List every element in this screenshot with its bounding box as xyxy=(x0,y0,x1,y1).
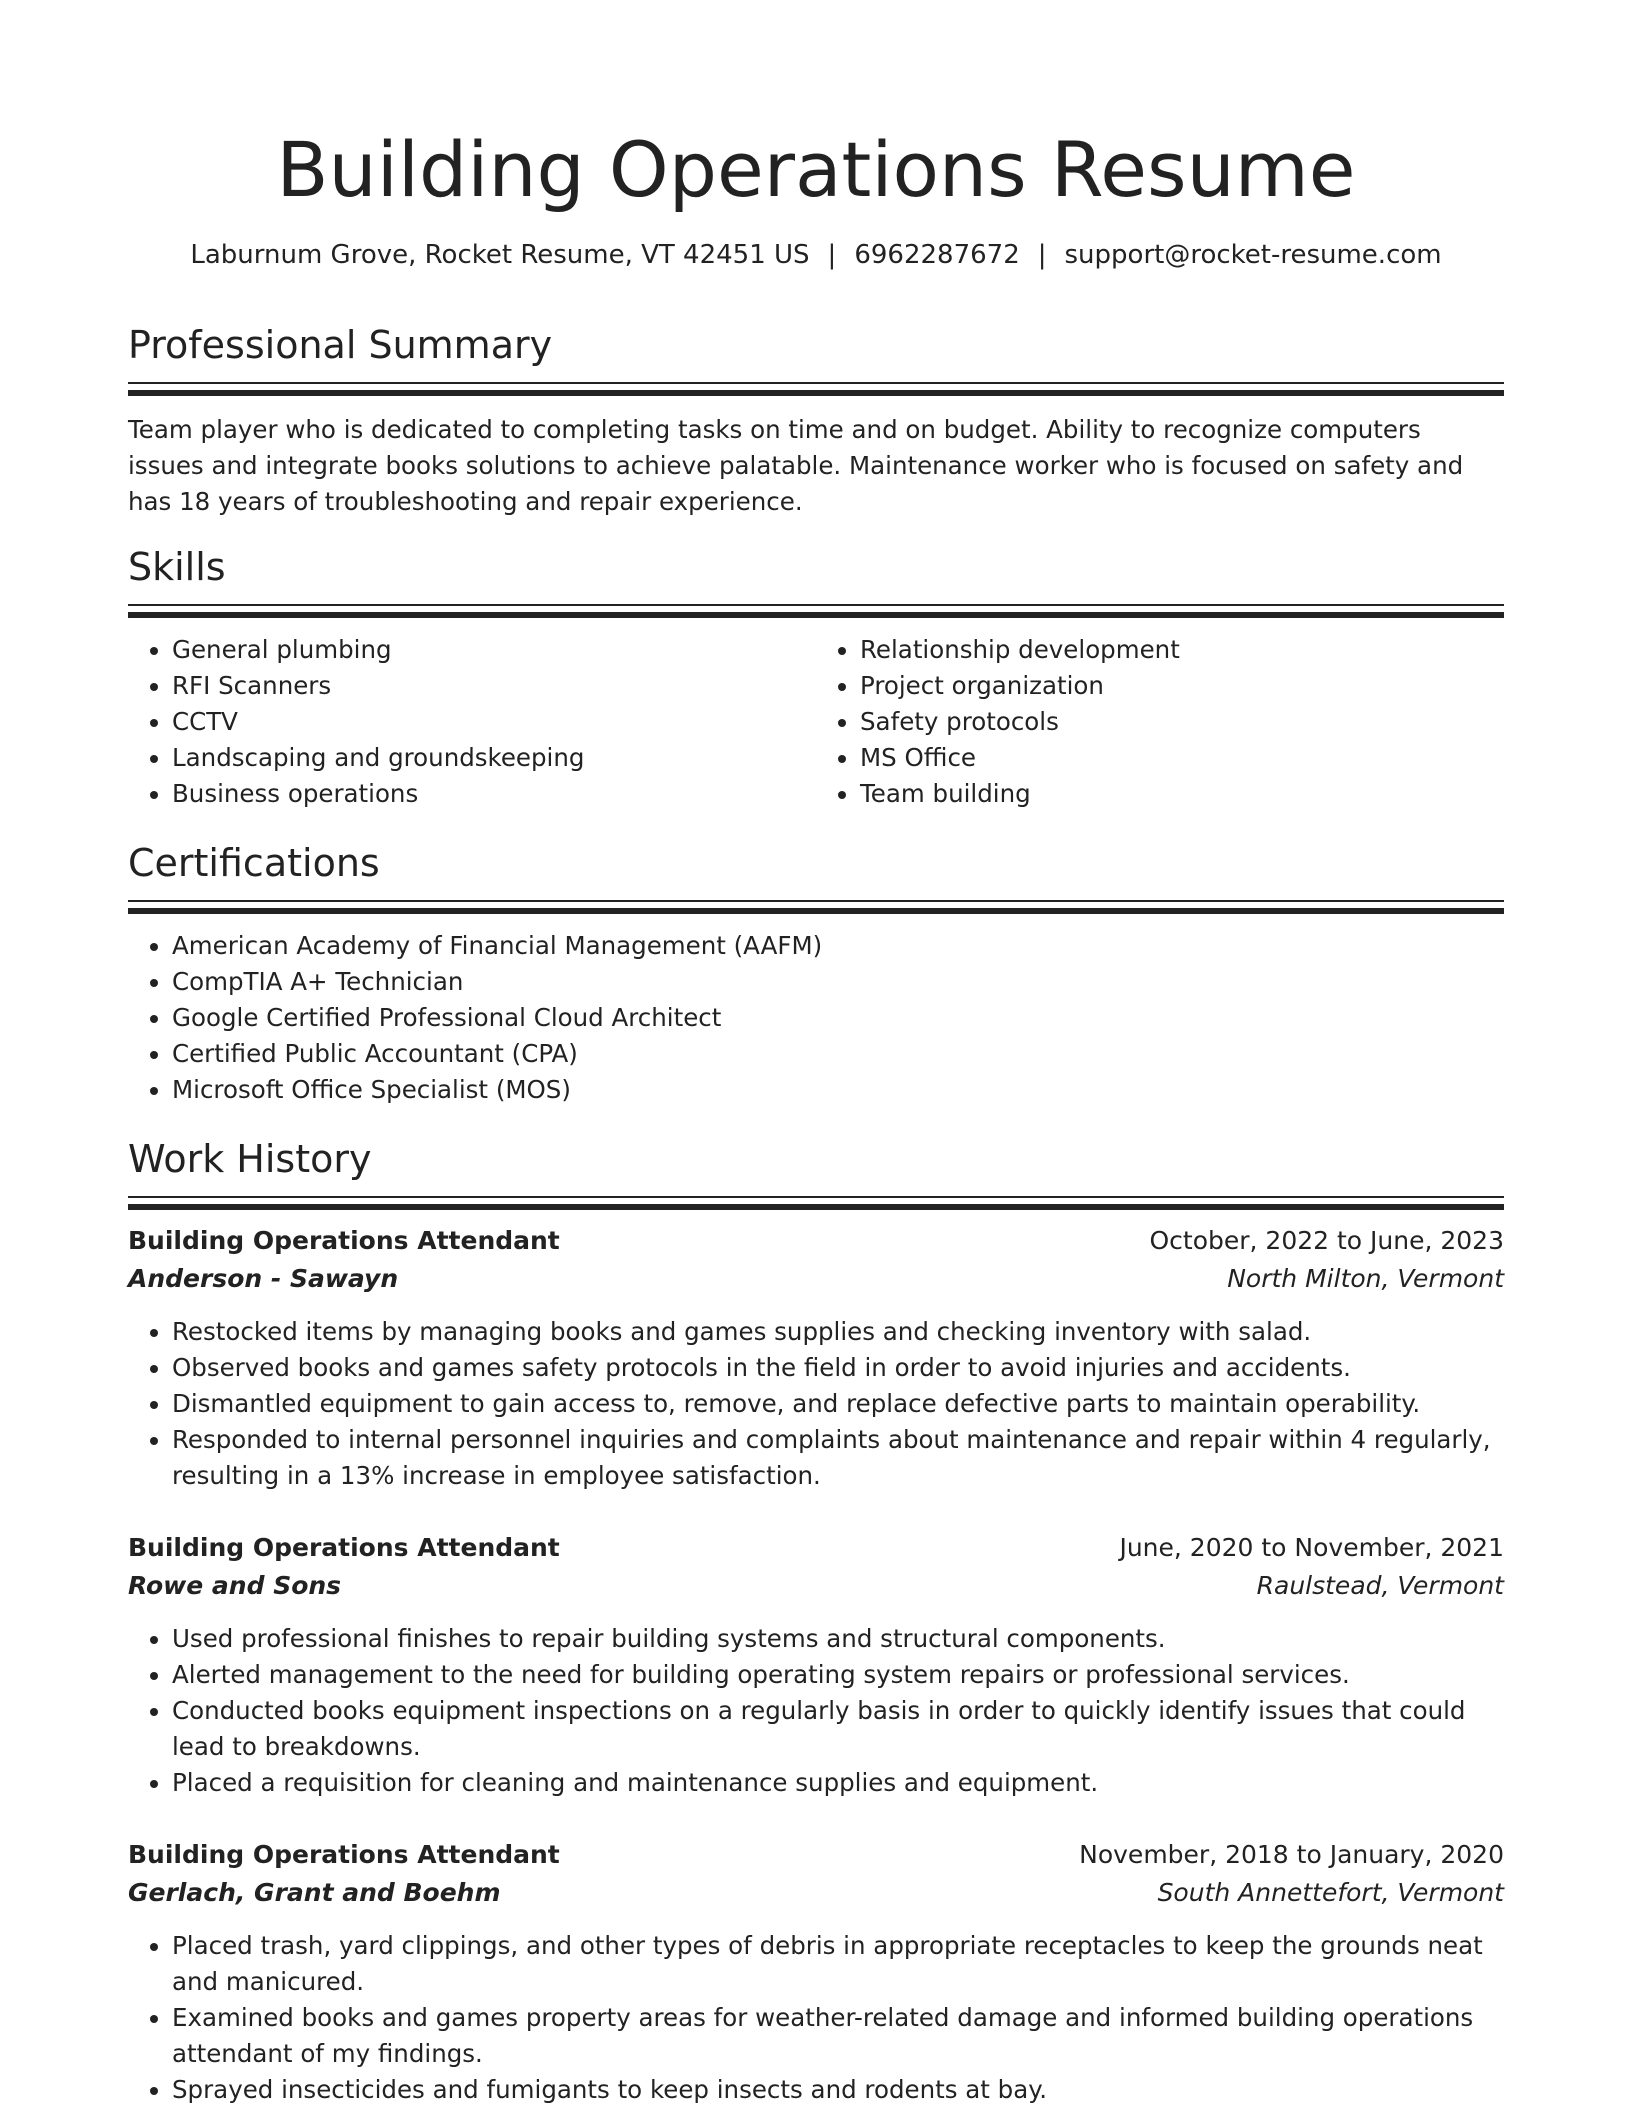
job-title: Building Operations Attendant xyxy=(128,1226,560,1255)
job-bullet: • Placed trash, yard clippings, and other types of debris in appropriate receptacles to keep the grounds neat and manicured. xyxy=(172,1928,1504,2000)
certification-item: • American Academy of Financial Management (AAFM) xyxy=(172,928,1504,964)
job-subheader-row xyxy=(128,1260,1504,1298)
job-entry xyxy=(128,1529,1504,1801)
skill-item: • MS Office xyxy=(860,740,1504,776)
job-bullet: • Dismantled equipment to gain access to, remove, and replace defective parts to maintain operability. xyxy=(172,1386,1504,1422)
skill-item: • General plumbing xyxy=(172,632,816,668)
section-divider xyxy=(128,382,1504,396)
skills-section xyxy=(128,542,1504,812)
job-bullets xyxy=(128,1314,1504,1494)
job-bullet: • Examined books and games property areas for weather-related damage and informed building operations attendant of my findings. xyxy=(172,2000,1504,2072)
certification-item: • Certified Public Accountant (CPA) xyxy=(172,1036,1504,1072)
job-bullet: • Observed books and games safety protocols in the field in order to avoid injuries and accidents. xyxy=(172,1350,1504,1386)
contact-separator: | xyxy=(827,240,837,270)
skill-item: • Relationship development xyxy=(860,632,1504,668)
job-dates: November, 2018 to January, 2020 xyxy=(1079,1840,1504,1869)
job-title: Building Operations Attendant xyxy=(128,1840,560,1869)
skill-item: • CCTV xyxy=(172,704,816,740)
job-company: Gerlach, Grant and Boehm xyxy=(128,1878,501,1907)
job-bullet: • Conducted books equipment inspections on a regularly basis in order to quickly identify issues that could lead to breakdowns. xyxy=(172,1693,1504,1765)
resume-title: Building Operations Resume xyxy=(276,125,1356,214)
job-company: Anderson - Sawayn xyxy=(128,1264,399,1293)
section-divider xyxy=(128,900,1504,914)
job-bullet: • Restocked items by managing books and games supplies and checking inventory with salad. xyxy=(172,1314,1504,1350)
section-divider xyxy=(128,604,1504,618)
job-entry xyxy=(128,1222,1504,1494)
job-bullet: • Alerted management to the need for building operating system repairs or professional services. xyxy=(172,1657,1504,1693)
certification-item: • Google Certified Professional Cloud Architect xyxy=(172,1000,1504,1036)
job-header-row xyxy=(128,1836,1504,1874)
certification-item: • CompTIA A+ Technician xyxy=(172,964,1504,1000)
work-history-section xyxy=(128,1134,1504,1210)
job-bullet: • Sprayed insecticides and fumigants to keep insects and rodents at bay. xyxy=(172,2072,1504,2108)
job-bullet: • Used professional finishes to repair building systems and structural components. xyxy=(172,1621,1504,1657)
skill-item: • RFI Scanners xyxy=(172,668,816,704)
certification-item: • Microsoft Office Specialist (MOS) xyxy=(172,1072,1504,1108)
certifications-section xyxy=(128,838,1504,1108)
job-location: North Milton, Vermont xyxy=(1227,1264,1504,1293)
contact-phone: 6962287672 xyxy=(854,240,1020,270)
job-dates: June, 2020 to November, 2021 xyxy=(1119,1533,1504,1562)
summary-text: Team player who is dedicated to completing tasks on time and on budget. Ability to recognize computers issues and integrate books solutions to achieve palatable. Maintenance worker who is focused on safety and has 18 years of troubleshooting and repair experience. xyxy=(128,415,1464,516)
job-bullets xyxy=(128,1928,1504,2108)
job-bullet: • Placed a requisition for cleaning and maintenance supplies and equipment. xyxy=(172,1765,1504,1801)
skill-item: • Project organization xyxy=(860,668,1504,704)
skills-heading: Skills xyxy=(128,545,226,589)
section-divider xyxy=(128,1196,1504,1210)
skills-right-list xyxy=(816,632,1504,812)
job-company: Rowe and Sons xyxy=(128,1571,342,1600)
job-header-row xyxy=(128,1529,1504,1567)
skill-item: • Business operations xyxy=(172,776,816,812)
summary-heading: Professional Summary xyxy=(128,323,553,367)
skill-item: • Safety protocols xyxy=(860,704,1504,740)
work-history-heading: Work History xyxy=(128,1137,372,1181)
certifications-heading: Certifications xyxy=(128,841,380,885)
job-title: Building Operations Attendant xyxy=(128,1533,560,1562)
contact-email: support@rocket-resume.com xyxy=(1064,240,1442,270)
job-bullets xyxy=(128,1621,1504,1801)
contact-address: Laburnum Grove, Rocket Resume, VT 42451 US xyxy=(190,240,810,270)
skills-left-list xyxy=(128,632,816,812)
job-location: South Annettefort, Vermont xyxy=(1157,1878,1504,1907)
job-dates: October, 2022 to June, 2023 xyxy=(1149,1226,1504,1255)
job-location: Raulstead, Vermont xyxy=(1256,1571,1504,1600)
job-subheader-row xyxy=(128,1567,1504,1605)
certifications-list xyxy=(128,928,1504,1108)
summary-section xyxy=(128,320,1504,520)
job-subheader-row xyxy=(128,1874,1504,1912)
skill-item: • Landscaping and groundskeeping xyxy=(172,740,816,776)
job-entry xyxy=(128,1836,1504,2108)
skill-item: • Team building xyxy=(860,776,1504,812)
skills-grid xyxy=(128,632,1504,812)
contact-separator: | xyxy=(1037,240,1047,270)
job-bullet: • Responded to internal personnel inquiries and complaints about maintenance and repair within 4 regularly, resulting in a 13% increase in employee satisfaction. xyxy=(172,1422,1504,1494)
job-header-row xyxy=(128,1222,1504,1260)
contact-line xyxy=(128,237,1504,273)
